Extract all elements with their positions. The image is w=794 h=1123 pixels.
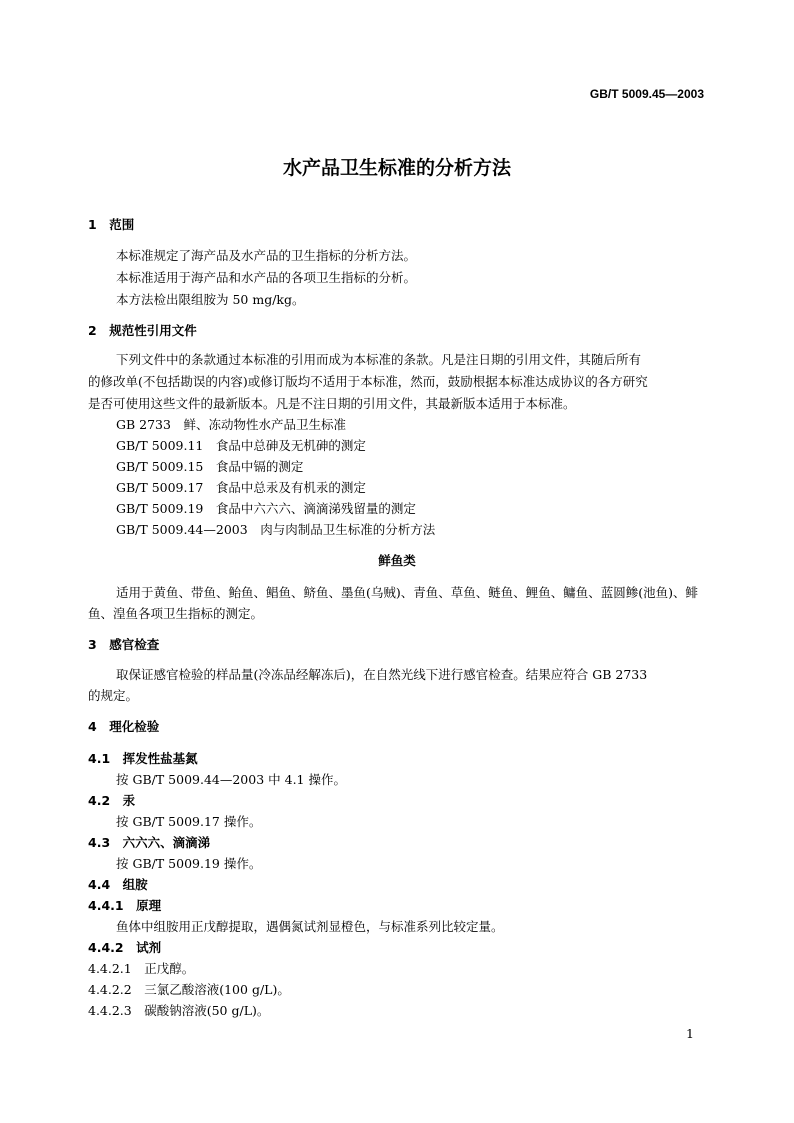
reagent-item: 4.4.2.3 碳酸钠溶液(50 g/L)。 [88,1003,270,1018]
reference-item: GB 2733 鲜、冻动物性水产品卫生标准 [116,417,346,432]
page-title: 水产品卫生标准的分析方法 [282,157,511,179]
section-4-2-heading: 4.2 汞 [88,793,136,808]
fresh-fish-line-1: 适用于黄鱼、带鱼、鲐鱼、鲳鱼、鲚鱼、墨鱼(乌贼)、青鱼、草鱼、鲢鱼、鲤鱼、鳙鱼、蓝圆鲹(池鱼)、鲱 [116,585,699,600]
reference-item: GB/T 5009.15 食品中镉的测定 [116,459,304,474]
section-1-para-1: 本标准规定了海产品及水产品的卫生指标的分析方法。 [116,248,417,263]
reference-item: GB/T 5009.11 食品中总砷及无机砷的测定 [116,438,366,453]
section-1-para-3: 本方法检出限组胺为 50 mg/kg。 [116,292,305,307]
section-4-3-text: 按 GB/T 5009.19 操作。 [116,856,262,871]
section-3-line-2: 的规定。 [88,688,139,703]
fresh-fish-heading: 鲜鱼类 [378,553,416,568]
section-3-heading: 3 感官检查 [88,637,160,652]
section-4-4-1-text: 鱼体中组胺用正戊醇提取，遇偶氮试剂显橙色，与标准系列比较定量。 [116,919,504,934]
section-4-2-text: 按 GB/T 5009.17 操作。 [116,814,262,829]
section-4-4-1-heading: 4.4.1 原理 [88,898,162,913]
section-4-4-2-heading: 4.4.2 试剂 [88,940,162,955]
section-4-4-heading: 4.4 组胺 [88,877,148,892]
section-2-para-line-1: 下列文件中的条款通过本标准的引用而成为本标准的条款。凡是注日期的引用文件，其随后所有 [116,352,642,367]
section-2-para-line-3: 是否可使用这些文件的最新版本。凡是不注日期的引用文件，其最新版本适用于本标准。 [88,396,576,411]
page-number: 1 [686,1026,694,1041]
section-2-para-line-2: 的修改单(不包括勘误的内容)或修订版均不适用于本标准，然而，鼓励根据本标准达成协议的各方研究 [88,374,648,389]
section-2-heading: 2 规范性引用文件 [88,323,197,338]
fresh-fish-line-2: 鱼、湟鱼各项卫生指标的测定。 [88,606,264,621]
section-1-heading: 1 范围 [88,217,135,232]
reference-item: GB/T 5009.44—2003 肉与肉制品卫生标准的分析方法 [116,522,436,537]
reference-item: GB/T 5009.19 食品中六六六、滴滴涕残留量的测定 [116,501,416,516]
section-4-3-heading: 4.3 六六六、滴滴涕 [88,835,211,850]
section-4-heading: 4 理化检验 [88,719,160,734]
section-4-1-heading: 4.1 挥发性盐基氮 [88,751,198,766]
section-1-para-2: 本标准适用于海产品和水产品的各项卫生指标的分析。 [116,270,417,285]
reagent-item: 4.4.2.1 正戊醇。 [88,961,195,976]
section-3-line-1: 取保证感官检验的样品量(冷冻品经解冻后)，在自然光线下进行感官检查。结果应符合 GB 2733 [116,667,648,682]
section-4-1-text: 按 GB/T 5009.44—2003 中 4.1 操作。 [116,772,346,787]
reference-item: GB/T 5009.17 食品中总汞及有机汞的测定 [116,480,366,495]
reagent-item: 4.4.2.2 三氯乙酸溶液(100 g/L)。 [88,982,290,997]
standard-code: GB/T 5009.45—2003 [589,87,704,101]
